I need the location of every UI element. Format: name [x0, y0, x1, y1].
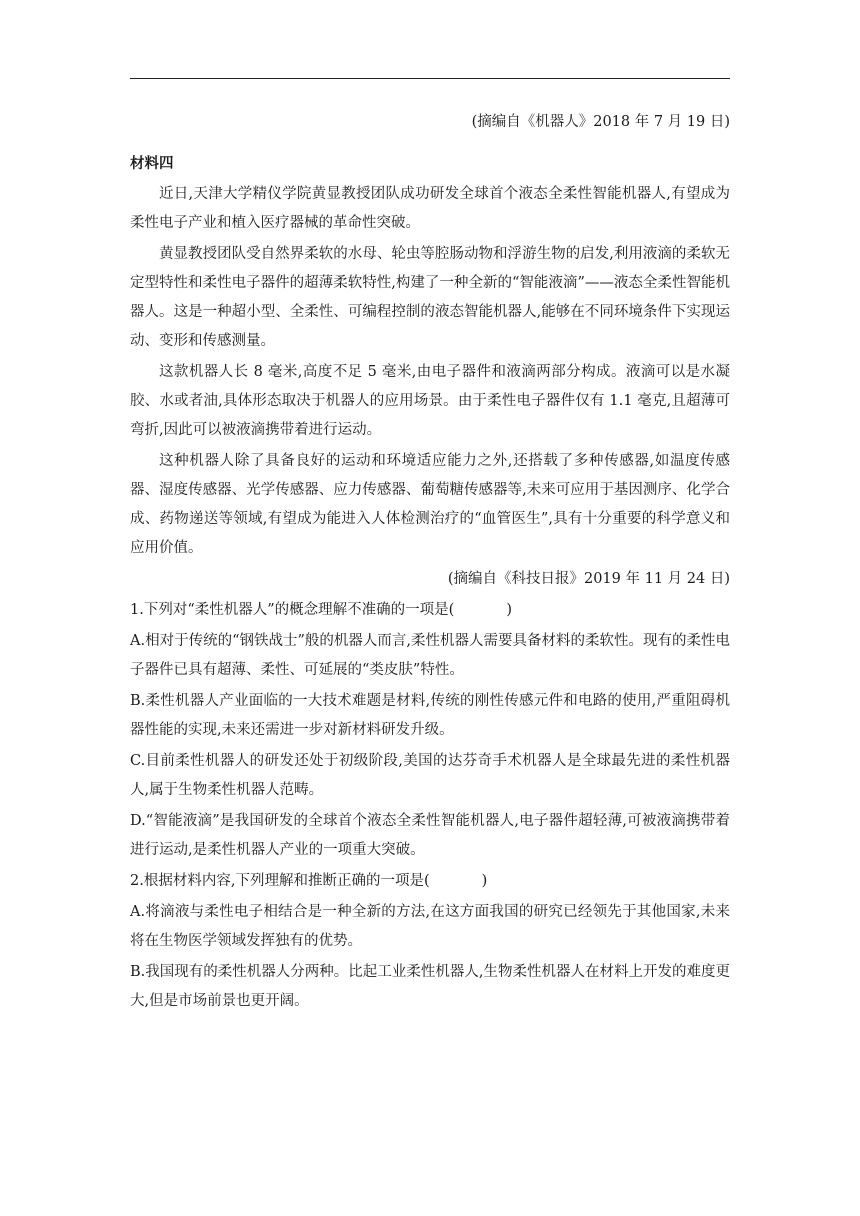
question-stem-close: ) [481, 873, 488, 889]
question-stem [130, 867, 730, 896]
paragraph: 黄显教授团队受自然界柔软的水母、轮虫等腔肠动物和浮游生物的启发,利用液滴的柔软无定型特性和柔性电子器件的超薄柔软特性,构建了一种全新的“智能液滴”——液态全柔性智能机器人。这是一种超小型、全柔性、可编程控制的液态智能机器人,能够在不同环境条件下实现运动、变形和传感测量。 [130, 246, 730, 349]
question-2 [130, 867, 730, 1016]
document-body [130, 108, 730, 1016]
option-d: D.“智能液滴”是我国研发的全球首个液态全柔性智能机器人,电子器件超轻薄,可被液滴携带着进行运动,是柔性机器人产业的一项重大突破。 [130, 813, 730, 858]
paragraph: 近日,天津大学精仪学院黄显教授团队成功研发全球首个液态全柔性智能机器人,有望成为柔性电子产业和植入医疗器械的革命性突破。 [130, 186, 730, 231]
section-heading: 材料四 [130, 155, 174, 172]
option-b: B.柔性机器人产业面临的一大技术难题是材料,传统的刚性传感元件和电路的使用,严重阻碍机器性能的实现,未来还需进一步对新材料研发升级。 [130, 693, 730, 738]
paragraph: 这种机器人除了具备良好的运动和环境适应能力之外,还搭载了多种传感器,如温度传感器、湿度传感器、光学传感器、应力传感器、葡萄糖传感器等,未来可应用于基因测序、化学合成、药物递送等领域,有望成为能进入人体检测治疗的“血管医生”,具有十分重要的科学意义和应用价值。 [130, 453, 730, 556]
question-stem-close: ) [506, 602, 512, 618]
top-divider [130, 78, 730, 79]
question-stem-text: 1.下列对“柔性机器人”的概念理解不准确的一项是( [130, 602, 455, 618]
option-b: B.我国现有的柔性机器人分两种。比起工业柔性机器人,生物柔性机器人在材料上开发的难度更大,但是市场前景也更开阔。 [130, 964, 730, 1009]
option-a: A.将滴液与柔性电子相结合是一种全新的方法,在这方面我国的研究已经领先于其他国家,未来将在生物医学领域发挥独有的优势。 [130, 904, 730, 949]
question-stem [130, 596, 730, 625]
question-1 [130, 596, 730, 865]
paragraph: 这款机器人长 8 毫米,高度不足 5 毫米,由电子器件和液滴两部分构成。液滴可以是水凝胶、水或者油,具体形态取决于机器人的应用场景。由于柔性电子器件仅有 1.1 毫克,且超薄可弯折,因此可以被液滴携带着进行运动。 [130, 364, 730, 438]
option-c: C.目前柔性机器人的研发还处于初级阶段,美国的达芬奇手术机器人是全球最先进的柔性机器人,属于生物柔性机器人范畴。 [130, 753, 730, 798]
source-citation-top: (摘编自《机器人》2018 年 7 月 19 日) [471, 114, 730, 130]
source-citation: (摘编自《科技日报》2019 年 11 月 24 日) [447, 571, 730, 587]
material-four-section [130, 149, 730, 594]
question-stem-text: 2.根据材料内容,下列理解和推断正确的一项是( [130, 873, 430, 889]
option-a: A.相对于传统的“钢铁战士”般的机器人而言,柔性机器人需要具备材料的柔软性。现有的柔性电子器件已具有超薄、柔性、可延展的“类皮肤”特性。 [130, 633, 731, 678]
